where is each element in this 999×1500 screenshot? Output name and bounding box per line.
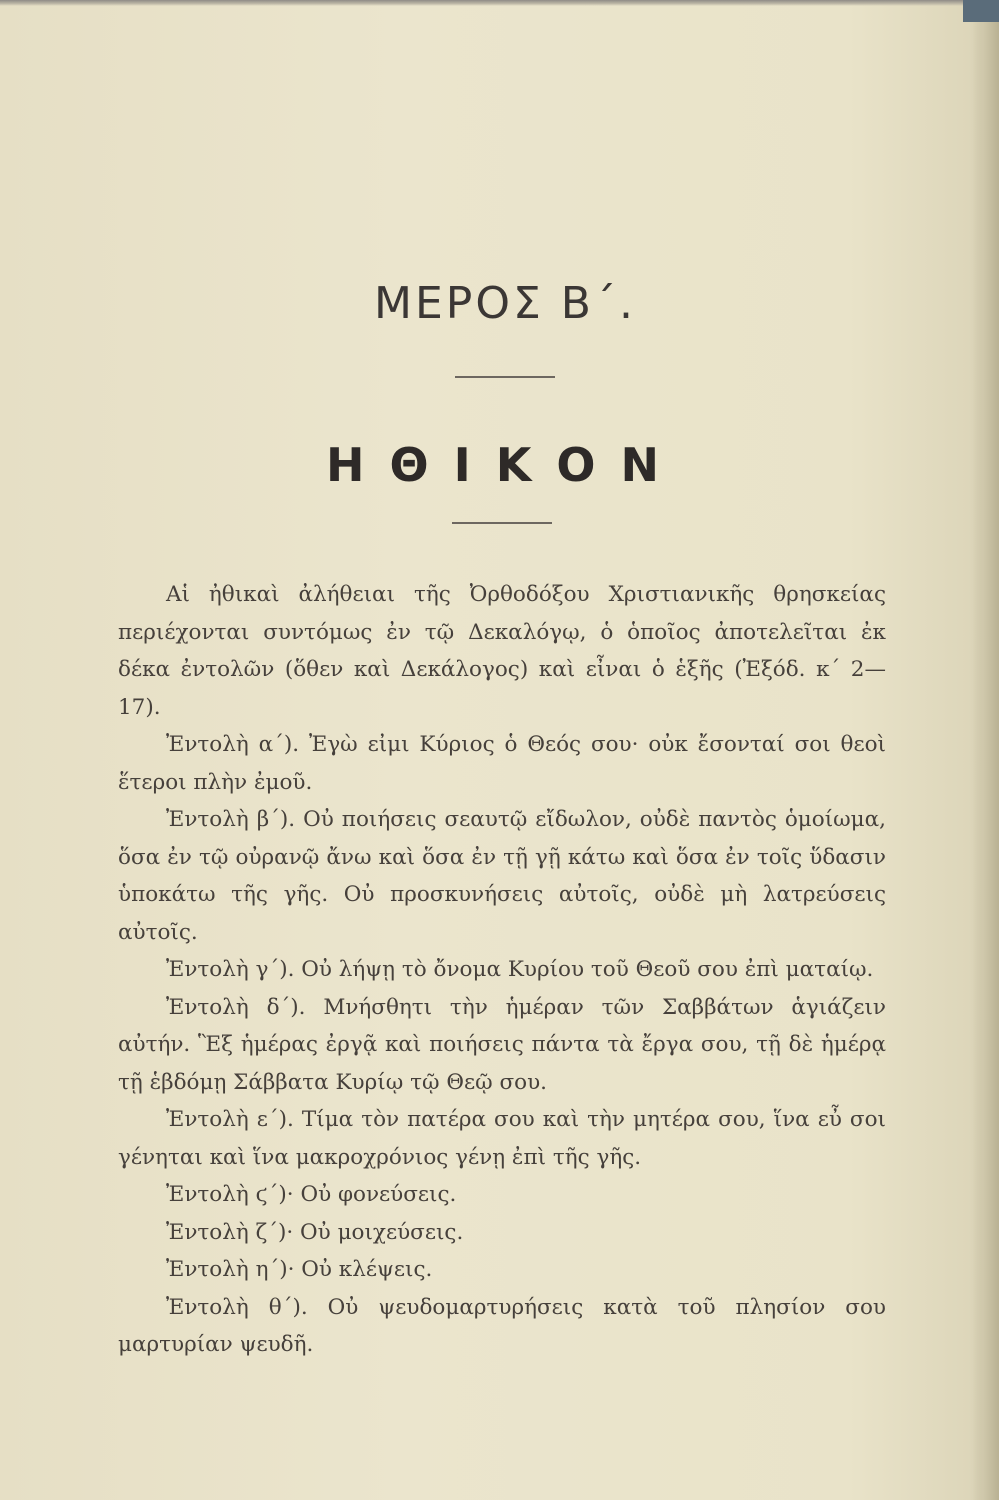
commandment-6: Ἐντολὴ ϛ΄)· Οὐ φονεύσεις. (166, 1182, 457, 1207)
section-title: ΗΘΙΚΟΝ (326, 438, 684, 492)
commandment-3: Ἐντολὴ γ΄). Οὐ λήψῃ τὸ ὄνομα Κυρίου τοῦ Θεοῦ σου ἐπὶ ματαίῳ. (166, 957, 874, 982)
corner-mark (963, 0, 999, 22)
commandment-1: Ἐντολὴ α΄). Ἐγὼ εἰμι Κύριος ὁ Θεός σου· οὐκ ἔσονταί σοι θεοὶ ἕτεροι πλὴν ἐμοῦ. (118, 732, 886, 795)
divider-rule (452, 522, 552, 524)
paragraph-intro: Αἱ ἠθικαὶ ἀλήθειαι τῆς Ὀρθοδόξου Χριστιανικῆς θρησκείας περιέχονται συντόμως ἐν τῷ Δεκαλόγῳ, ὁ ὁποῖος ἀποτελεῖται ἐκ δέκα ἐντολῶν (ὅθεν καὶ Δεκάλογος) καὶ εἶναι ὁ ἑξῆς (Ἐξόδ. κ΄ 2—17). (118, 582, 886, 720)
page-top-edge (0, 0, 999, 6)
body-text (118, 576, 886, 1364)
commandment-9: Ἐντολὴ θ΄). Οὐ ψευδομαρτυρήσεις κατὰ τοῦ πλησίον σου μαρτυρίαν ψευδῆ. (118, 1294, 886, 1357)
commandment-7: Ἐντολὴ ζ΄)· Οὐ μοιχεύσεις. (166, 1219, 464, 1245)
part-title: ΜΕΡΟΣ Β΄. (374, 278, 636, 329)
commandment-8: Ἐντολὴ η΄)· Οὐ κλέψεις. (166, 1257, 433, 1282)
commandment-5: Ἐντολὴ ε΄). Τίμα τὸν πατέρα σου καὶ τὴν μητέρα σου, ἵνα εὖ σοι γένηται καὶ ἵνα μακροχρόνιος γένῃ ἐπὶ τῆς γῆς. (118, 1107, 886, 1170)
commandment-2: Ἐντολὴ β΄). Οὐ ποιήσεις σεαυτῷ εἴδωλον, οὐδὲ παντὸς ὁμοίωμα, ὅσα ἐν τῷ οὐρανῷ ἄνω καὶ ὅσα ἐν τῇ γῇ κάτω καὶ ὅσα ἐν τοῖς ὕδασιν ὑποκάτω τῆς γῆς. Οὐ προσκυνήσεις αὐτοῖς, οὐδὲ μὴ λατρεύσεις αὐτοῖς. (118, 807, 886, 945)
divider-rule (455, 376, 555, 378)
page-right-edge (973, 0, 999, 1500)
commandment-4: Ἐντολὴ δ΄). Μνήσθητι τὴν ἡμέραν τῶν Σαββάτων ἁγιάζειν αὐτήν. Ἓξ ἡμέρας ἐργᾷ καὶ ποιήσεις πάντα τὰ ἔργα σου, τῇ δὲ ἡμέρᾳ τῇ ἑβδόμῃ Σάββατα Κυρίῳ τῷ Θεῷ σου. (118, 994, 886, 1095)
